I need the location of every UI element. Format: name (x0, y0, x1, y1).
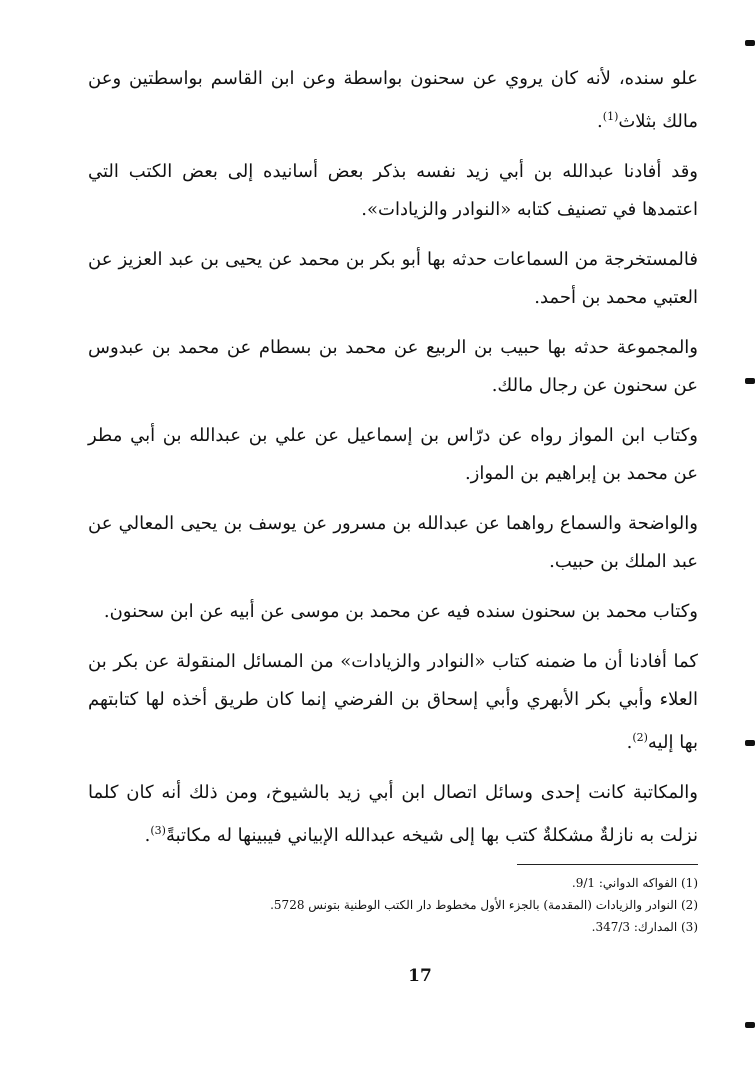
footnote-separator (517, 864, 698, 865)
paragraph-6: والواضحة والسماع رواهما عن عبدالله بن مسرور عن يوسف بن يحيى المعالي عن عبد الملك بن حبيب. (88, 513, 698, 572)
footnotes (88, 872, 698, 938)
scan-edge-mark (745, 1022, 755, 1028)
footnote-ref-2: (2) (632, 731, 648, 744)
paragraph-9: والمكاتبة كانت إحدى وسائل اتصال ابن أبي زيد بالشيوخ، ومن ذلك أنه كان كلما نزلت به نازلةٌ مشكلةٌ كتب بها إلى شيخه عبدالله الإبياني فيبينها له مكاتبةً$^{(3)}$. (88, 782, 698, 846)
page-number: 17 (408, 966, 432, 986)
paragraph-8: كما أفادنا أن ما ضمنه كتاب «النوادر والزيادات» من المسائل المنقولة عن بكر بن العلاء وأبي بكر الأبهري وأبي إسحاق بن الفرضي إنما كان طريق أخذه لها كتابتهم بها إليه$^{(2)}$. (88, 651, 698, 753)
scan-edge-mark (745, 378, 755, 384)
footnote-1: (1) الفواكه الدواني: 9/1. (571, 876, 698, 890)
footnote-ref-3: (3) (150, 824, 166, 837)
paragraph-5: وكتاب ابن المواز رواه عن درّاس بن إسماعيل عن علي بن عبدالله بن أبي مطر عن محمد بن إبراهيم بن المواز. (88, 425, 698, 484)
footnote-ref-1: (1) (602, 110, 619, 123)
scan-edge-mark (745, 740, 755, 746)
paragraph-1: علو سنده، لأنه كان يروي عن سحنون بواسطة وعن ابن القاسم بواسطتين وعن مالك بثلاث$^{(1)}$. (88, 68, 698, 132)
paragraph-4: والمجموعة حدثه بها حبيب بن الربيع عن محمد بن بسطام عن محمد بن عبدوس عن سحنون عن رجال مالك. (88, 337, 698, 396)
footnote-3: (3) المدارك: 347/3. (591, 920, 698, 934)
paragraph-3: فالمستخرجة من السماعات حدثه بها أبو بكر بن محمد عن يحيى بن عبد العزيز عن العتبي محمد بن أحمد. (88, 249, 698, 308)
paragraph-2: وقد أفادنا عبدالله بن أبي زيد نفسه بذكر بعض أسانيده إلى بعض الكتب التي اعتمدها في تصنيف كتابه «النوادر والزيادات». (88, 161, 698, 220)
scan-edge-mark (745, 40, 755, 46)
footnote-2: (2) النوادر والزيادات (المقدمة) بالجزء الأول مخطوط دار الكتب الوطنية بتونس 5728. (270, 898, 698, 912)
body-text (88, 60, 698, 867)
paragraph-7: وكتاب محمد بن سحنون سنده فيه عن محمد بن موسى عن أبيه عن ابن سحنون. (103, 601, 698, 622)
